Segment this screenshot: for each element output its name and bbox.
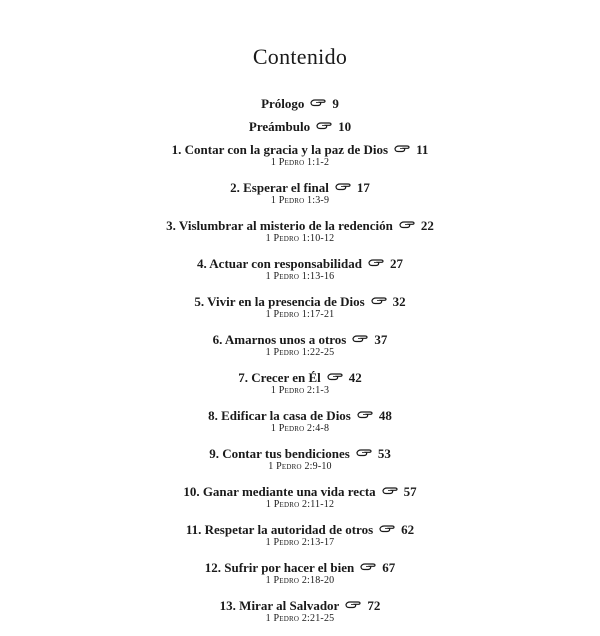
page-number: 72 (367, 598, 381, 613)
pointing-hand-icon (371, 296, 387, 305)
pointing-hand-icon (357, 410, 373, 419)
scripture-reference: 1 Pedro 1:10-12 (265, 233, 335, 244)
entry-label: Preámbulo (248, 119, 311, 134)
pointing-hand-icon (345, 600, 361, 609)
pointing-hand-icon (316, 121, 332, 130)
scripture-reference: 1 Pedro 1:22-25 (265, 347, 335, 358)
scripture-reference: 1 Pedro 2:13-17 (265, 537, 335, 548)
scripture-reference: 1 Pedro 1:13-16 (265, 271, 335, 282)
toc-entry-chapter (0, 370, 600, 397)
entry-label: 5. Vivir en la presencia de Dios (194, 294, 365, 309)
scripture-reference: 1 Pedro 2:4-8 (270, 423, 330, 434)
scripture-reference: 1 Pedro 2:21-25 (265, 613, 335, 624)
entry-label: 8. Edificar la casa de Dios (208, 408, 351, 423)
entry-label: Prólogo (261, 96, 305, 111)
page-number: 32 (392, 294, 406, 309)
entry-label: 11. Respetar la autoridad de otros (185, 522, 374, 537)
entry-label: 9. Contar tus bendiciones (209, 446, 350, 461)
toc-entry-chapter (0, 484, 600, 511)
page-number: 17 (356, 180, 370, 195)
page-number: 67 (382, 560, 396, 575)
page-number: 62 (401, 522, 415, 537)
entry-label: 10. Ganar mediante una vida recta (183, 484, 376, 499)
pointing-hand-icon (335, 182, 351, 191)
toc-entry-chapter (0, 446, 600, 473)
page-number: 37 (374, 332, 388, 347)
toc-entry-chapter (0, 408, 600, 435)
entry-label: 7. Crecer en Él (238, 370, 321, 385)
pointing-hand-icon (356, 448, 372, 457)
scripture-reference: 1 Pedro 1:1-2 (270, 157, 330, 168)
entry-label: 2. Esperar el final (230, 180, 329, 195)
pointing-hand-icon (360, 562, 376, 571)
toc-entry-chapter (0, 294, 600, 321)
chapter-list (0, 142, 600, 625)
toc-entry-chapter (0, 598, 600, 625)
page-title: Contenido (252, 44, 348, 69)
page-number: 57 (403, 484, 417, 499)
entry-label: 4. Actuar con responsabilidad (197, 256, 362, 271)
toc-entry-chapter (0, 560, 600, 587)
page-number: 42 (348, 370, 362, 385)
page-number: 11 (416, 142, 429, 157)
entry-label: 12. Sufrir por hacer el bien (204, 560, 355, 575)
pointing-hand-icon (327, 372, 343, 381)
page-number: 53 (377, 446, 391, 461)
scripture-reference: 1 Pedro 1:3-9 (270, 195, 330, 206)
pointing-hand-icon (352, 334, 368, 343)
toc-entry-preambulo (0, 119, 600, 134)
page-number: 48 (378, 408, 392, 423)
pointing-hand-icon (382, 486, 398, 495)
pointing-hand-icon (394, 144, 410, 153)
table-of-contents (0, 96, 600, 636)
pointing-hand-icon (399, 220, 415, 229)
toc-entry-chapter (0, 256, 600, 283)
entry-label: 1. Contar con la gracia y la paz de Dios (171, 142, 389, 157)
scripture-reference: 1 Pedro 2:18-20 (265, 575, 335, 586)
toc-entry-chapter (0, 218, 600, 245)
scripture-reference: 1 Pedro 2:9-10 (268, 461, 332, 472)
toc-entry-chapter (0, 332, 600, 359)
toc-entry-prologo (0, 96, 600, 111)
scripture-reference: 1 Pedro 2:1-3 (270, 385, 330, 396)
toc-entry-chapter (0, 142, 600, 169)
page-number: 27 (389, 256, 403, 271)
page-number: 10 (338, 119, 352, 134)
pointing-hand-icon (368, 258, 384, 267)
toc-entry-chapter (0, 180, 600, 207)
scripture-reference: 1 Pedro 2:11-12 (265, 499, 335, 510)
toc-entry-chapter (0, 522, 600, 549)
pointing-hand-icon (310, 98, 326, 107)
entry-label: 6. Amarnos unos a otros (212, 332, 347, 347)
page-number: 22 (420, 218, 434, 233)
page-number: 9 (332, 96, 339, 111)
entry-label: 13. Mirar al Salvador (219, 598, 340, 613)
entry-label: 3. Vislumbrar al misterio de la redención (166, 218, 393, 233)
scripture-reference: 1 Pedro 1:17-21 (265, 309, 335, 320)
pointing-hand-icon (379, 524, 395, 533)
